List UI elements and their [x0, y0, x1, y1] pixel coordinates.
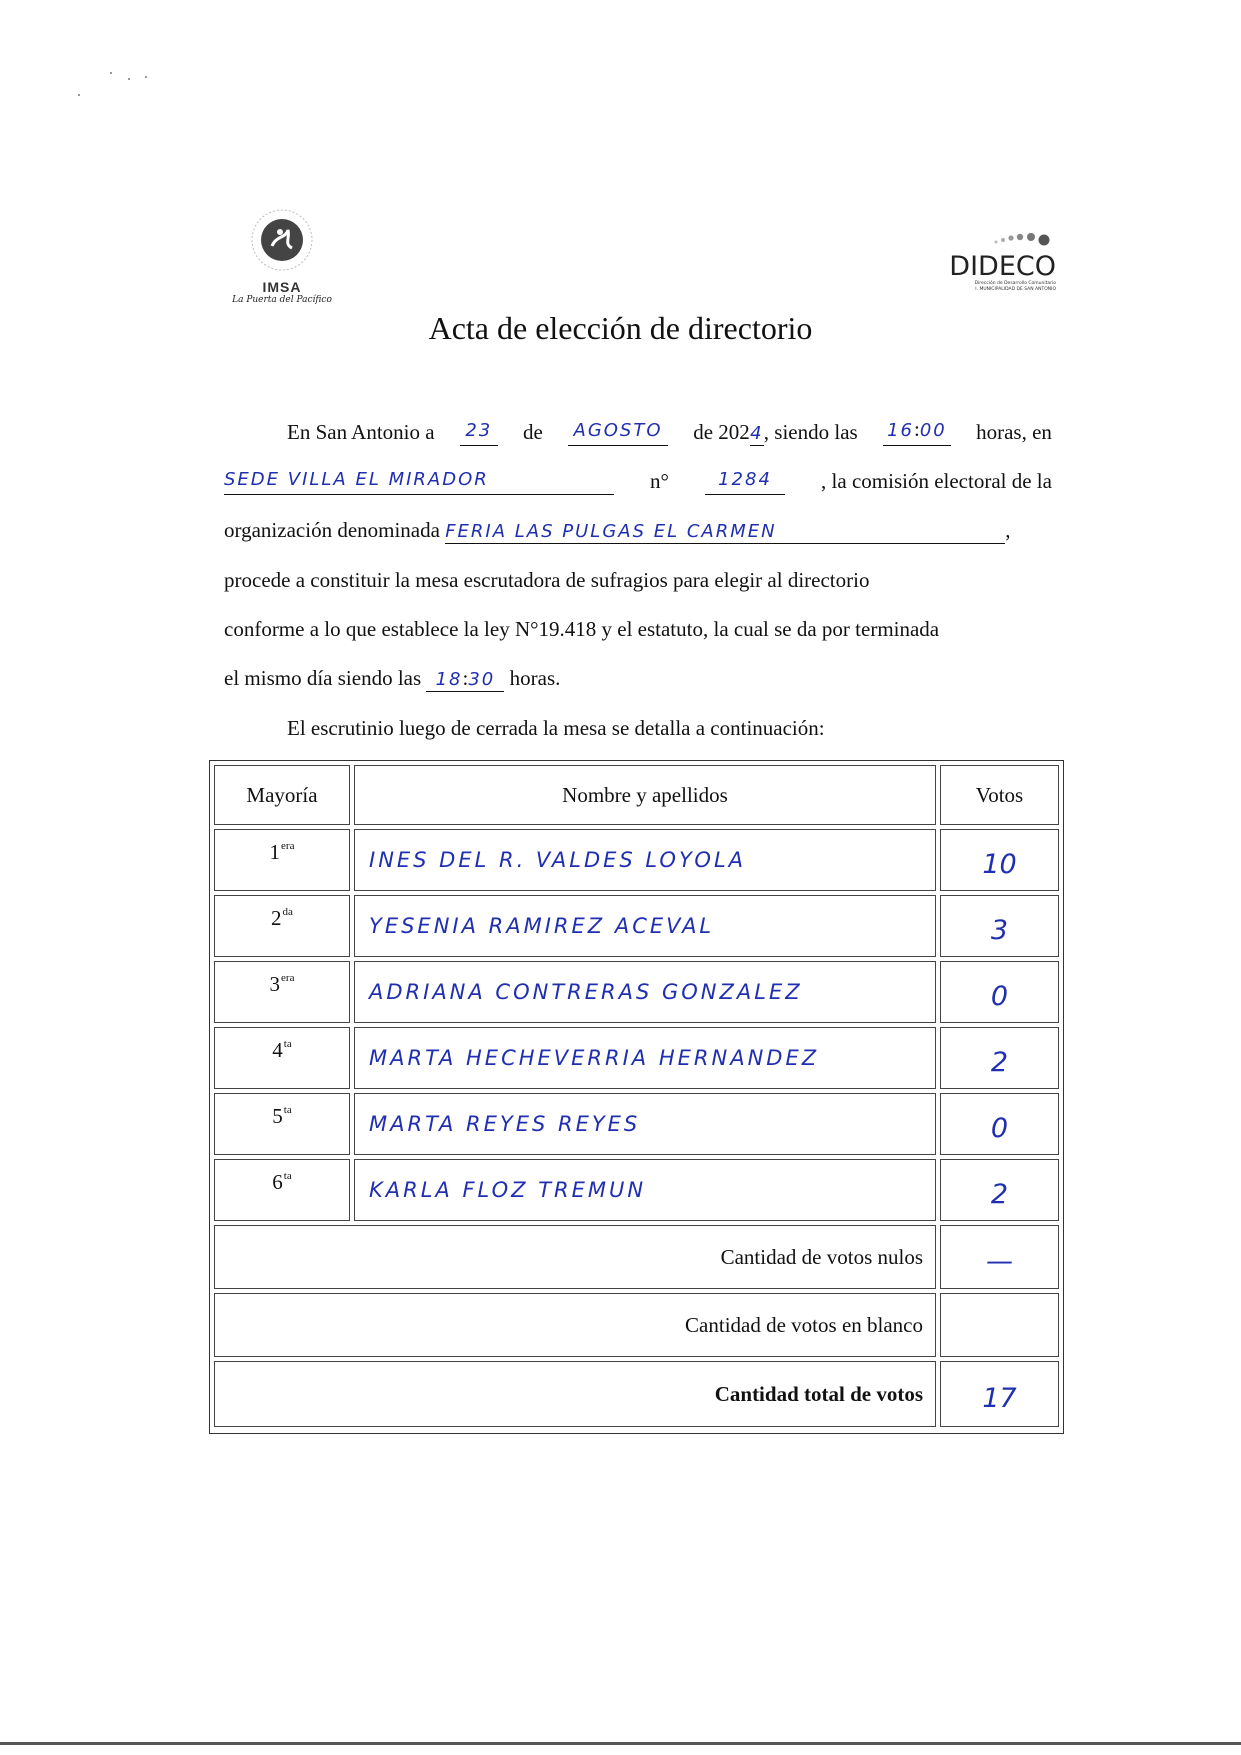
name-4 — [354, 1027, 936, 1089]
votes-4 — [940, 1027, 1059, 1089]
text-l2-a: n° — [650, 469, 669, 493]
dideco-dots-icon — [936, 228, 1056, 248]
votes-5-text: 0 — [990, 1112, 1009, 1144]
paragraph-line-3 — [224, 516, 1052, 544]
blank-votes-label: Cantidad de votos en blanco — [214, 1293, 936, 1357]
paragraph-line-5: conforme a lo que establece la ley N°19.418 y el estatuto, la cual se da por terminada — [224, 617, 940, 641]
votes-3 — [940, 961, 1059, 1023]
rank-5 — [214, 1093, 350, 1155]
rank-2-number: 2 — [271, 906, 282, 930]
text-l1-c: de 202 — [693, 420, 750, 444]
name-2 — [354, 895, 936, 957]
header-votes: Votos — [940, 765, 1059, 825]
field-place: SEDE VILLA EL MIRADOR — [224, 469, 489, 490]
name-4-text: MARTA HECHEVERRIA HERNANDEZ — [369, 1046, 820, 1070]
field-day: 23 — [465, 420, 493, 441]
null-votes-value — [940, 1225, 1059, 1289]
rank-5-number: 5 — [272, 1104, 283, 1128]
paragraph-line-4: procede a constituir la mesa escrutadora de sufragios para elegir al directorio — [224, 568, 870, 592]
text-l2-b: , la comisión electoral de la — [821, 469, 1052, 493]
name-3-text: ADRIANA CONTRERAS GONZALEZ — [369, 980, 803, 1004]
field-start-min: 00 — [919, 420, 947, 441]
name-5-text: MARTA REYES REYES — [369, 1112, 641, 1136]
votes-6-text: 2 — [990, 1178, 1009, 1210]
null-votes-text: — — [986, 1245, 1013, 1277]
imsa-wordmark: IMSA — [262, 279, 302, 295]
rank-6-number: 6 — [272, 1170, 283, 1194]
rank-4-number: 4 — [272, 1038, 283, 1062]
total-votes-value — [940, 1361, 1059, 1427]
name-2-text: YESENIA RAMIREZ ACEVAL — [369, 914, 715, 938]
scan-page-edge — [0, 1742, 1241, 1745]
results-table — [209, 760, 1064, 1434]
paragraph-line-7: El escrutinio luego de cerrada la mesa se detalla a continuación: — [287, 716, 825, 740]
field-number: 1284 — [718, 469, 772, 490]
scan-specks — [70, 60, 190, 110]
rank-1 — [214, 829, 350, 891]
rank-6-suffix: ta — [283, 1170, 292, 1182]
votes-2 — [940, 895, 1059, 957]
field-month: AGOSTO — [573, 420, 663, 441]
name-1 — [354, 829, 936, 891]
votes-4-text: 2 — [990, 1046, 1009, 1078]
null-votes-label: Cantidad de votos nulos — [214, 1225, 936, 1289]
text-l6-b: horas. — [509, 666, 561, 690]
text-l3-a: organización denominada — [224, 518, 440, 542]
votes-1-text: 10 — [982, 848, 1017, 880]
rank-2-suffix: da — [282, 906, 293, 918]
blank-votes-value — [940, 1293, 1059, 1357]
name-3 — [354, 961, 936, 1023]
paragraph-line-2 — [224, 467, 1052, 495]
paragraph-line-6: el mismo día siendo las 18:30 horas. — [224, 666, 561, 690]
dideco-logo — [936, 228, 1056, 298]
text-l3-b: , — [1005, 518, 1011, 542]
rank-4-suffix: ta — [283, 1038, 292, 1050]
field-org-name: FERIA LAS PULGAS EL CARMEN — [445, 521, 777, 542]
dideco-municipality: I. MUNICIPALIDAD DE SAN ANTONIO — [975, 287, 1056, 292]
votes-3-text: 0 — [990, 980, 1009, 1012]
text-l1-d: , siendo las — [763, 420, 858, 444]
name-1-text: INES DEL R. VALDES LOYOLA — [369, 848, 747, 872]
rank-2 — [214, 895, 350, 957]
imsa-emblem-icon — [250, 208, 314, 272]
rank-6 — [214, 1159, 350, 1221]
name-6-text: KARLA FLOZ TREMUN — [369, 1178, 647, 1202]
page-title: Acta de elección de directorio — [428, 310, 813, 346]
paragraph-line-1: En San Antonio a 23 de AGOSTO de 2024, siendo las 16:00 horas, en — [287, 417, 1052, 444]
text-l1-b: de — [522, 420, 543, 444]
total-votes-label: Cantidad total de votos — [214, 1361, 936, 1427]
rank-3-suffix: era — [281, 972, 295, 984]
rank-3-number: 3 — [269, 972, 281, 996]
field-end-min: 30 — [468, 669, 496, 690]
votes-1 — [940, 829, 1059, 891]
rank-1-number: 1 — [269, 840, 281, 864]
rank-1-suffix: era — [281, 840, 295, 852]
text-l1-a: En San Antonio a — [287, 420, 435, 444]
text-l6-a: el mismo día siendo las — [224, 666, 422, 690]
field-year-digit: 4 — [750, 423, 764, 444]
rank-5-suffix: ta — [283, 1104, 292, 1116]
votes-2-text: 3 — [990, 914, 1009, 946]
dideco-wordmark: DIDECO — [949, 251, 1056, 282]
field-end-hour: 18 — [435, 669, 463, 690]
imsa-logo — [222, 208, 342, 308]
imsa-tagline: La Puerta del Pacífico — [232, 295, 332, 305]
name-5 — [354, 1093, 936, 1155]
rank-3 — [214, 961, 350, 1023]
dideco-subtitle: Dirección de Desarrollo Comunitario — [974, 281, 1056, 286]
votes-6 — [940, 1159, 1059, 1221]
text-l1-e: horas, en — [976, 420, 1052, 444]
name-6 — [354, 1159, 936, 1221]
total-votes-text: 17 — [982, 1382, 1017, 1414]
rank-4 — [214, 1027, 350, 1089]
header-rank: Mayoría — [214, 765, 350, 825]
votes-5 — [940, 1093, 1059, 1155]
header-name: Nombre y apellidos — [354, 765, 936, 825]
field-start-hour: 16 — [887, 420, 914, 441]
